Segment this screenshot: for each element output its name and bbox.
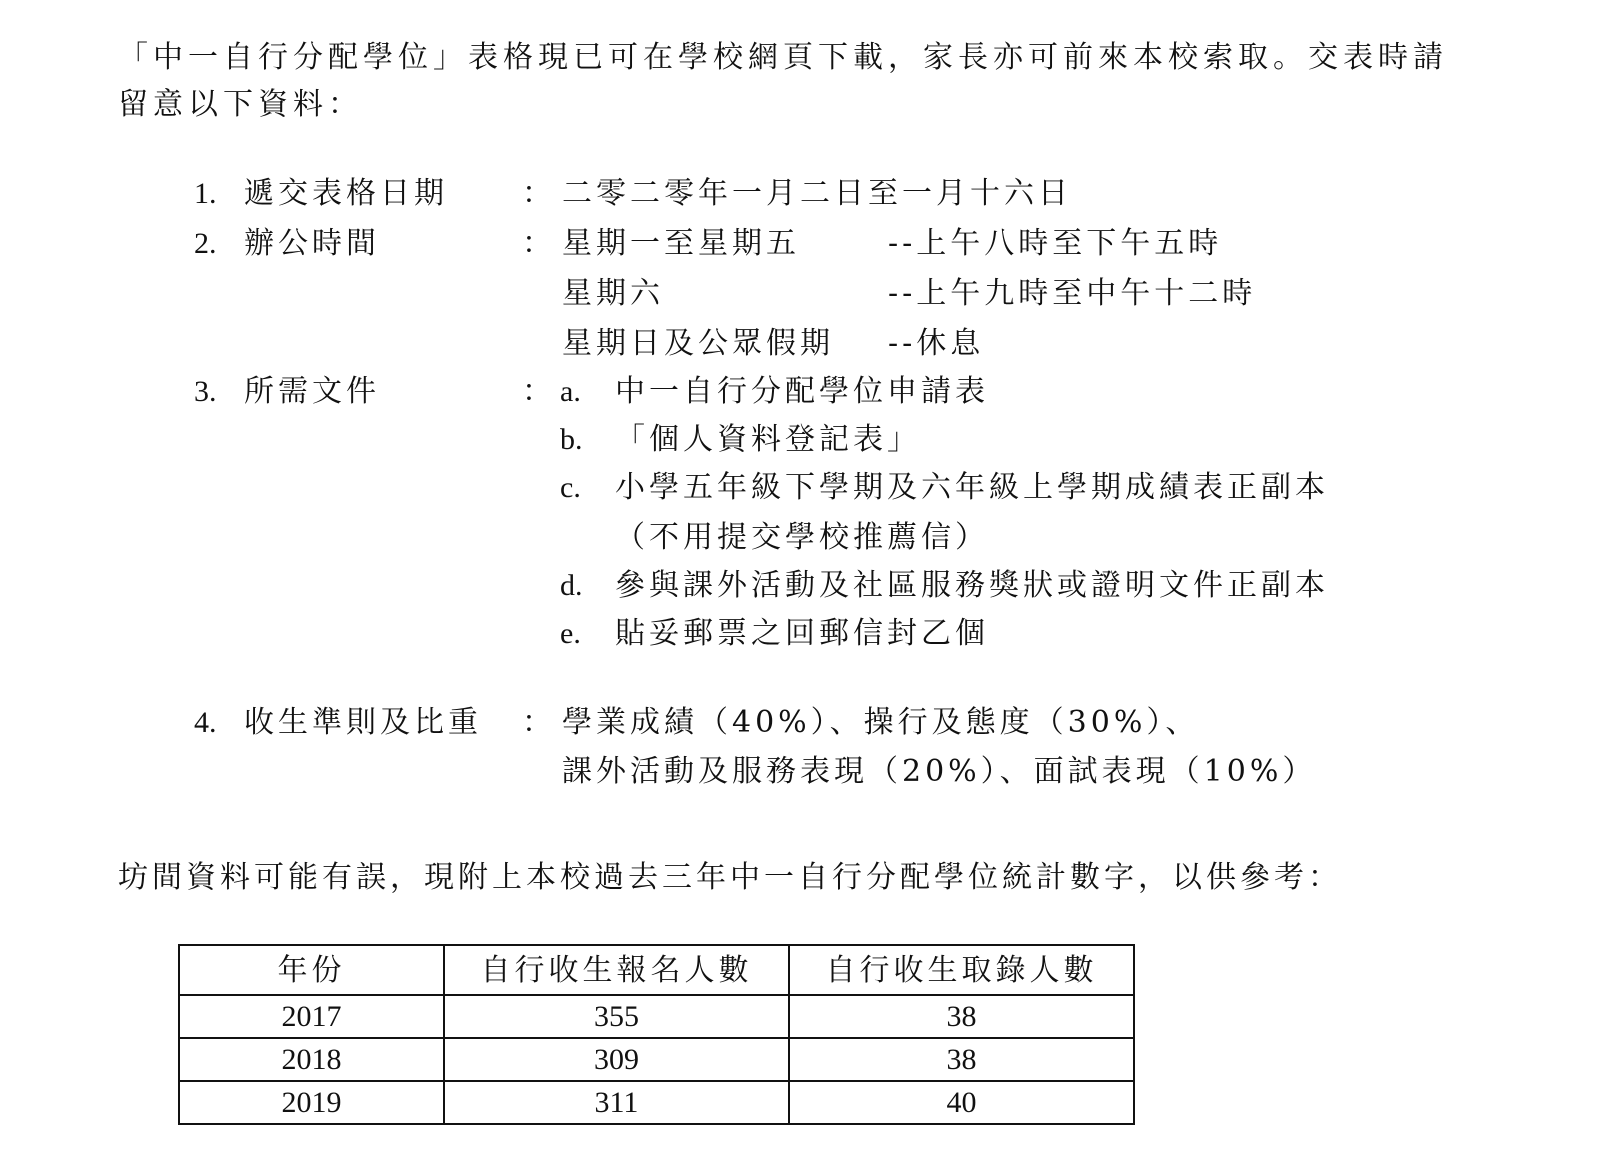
table-cell-applicants: 309	[444, 1038, 789, 1081]
table-cell-year: 2018	[179, 1038, 444, 1081]
criteria-line: 學業成績（40%）、操行及態度（30%）、	[562, 705, 1200, 740]
table-cell-admitted: 38	[789, 995, 1134, 1038]
item-number: 2.	[194, 227, 217, 260]
item-value: 二零二零年一月二日至一月十六日	[562, 176, 1072, 211]
table-row	[179, 995, 1134, 1038]
column-header-year: 年份	[179, 945, 444, 995]
doc-text: 參與課外活動及社區服務獎狀或證明文件正副本	[615, 568, 1329, 603]
office-day: 星期六	[562, 276, 664, 311]
doc-letter: c.	[560, 471, 581, 504]
column-header-admitted: 自行收生取錄人數	[789, 945, 1134, 995]
item-number: 3.	[194, 375, 217, 408]
office-day: 星期日及公眾假期	[562, 326, 834, 361]
doc-letter: e.	[560, 617, 581, 650]
doc-text: （不用提交學校推薦信）	[615, 520, 989, 555]
item-colon: ：	[522, 176, 556, 211]
table-cell-year: 2019	[179, 1081, 444, 1124]
table-cell-admitted: 40	[789, 1081, 1134, 1124]
table-cell-year: 2017	[179, 995, 444, 1038]
item-label: 收生準則及比重	[244, 705, 482, 740]
criteria-line: 課外活動及服務表現（20%）、面試表現（10%）	[562, 754, 1317, 789]
doc-text: 貼妥郵票之回郵信封乙個	[615, 616, 989, 651]
office-time: --上午八時至下午五時	[888, 226, 1223, 261]
table-cell-applicants: 355	[444, 995, 789, 1038]
item-label: 所需文件	[244, 374, 380, 409]
doc-text: 小學五年級下學期及六年級上學期成績表正副本	[615, 470, 1329, 505]
intro-paragraph: 「中一自行分配學位」表格現已可在學校網頁下載，家長亦可前來本校索取。交表時請留意以下資料：	[118, 40, 1448, 122]
item-number: 4.	[194, 706, 217, 739]
column-header-applicants: 自行收生報名人數	[444, 945, 789, 995]
table-cell-applicants: 311	[444, 1081, 789, 1124]
item-label: 辦公時間	[244, 226, 380, 261]
table-header-row	[179, 945, 1134, 995]
item-number: 1.	[194, 177, 217, 210]
table-row	[179, 1081, 1134, 1124]
admission-statistics-table	[178, 944, 1135, 1125]
doc-letter: a.	[560, 375, 581, 408]
item-label: 遞交表格日期	[244, 176, 448, 211]
doc-letter: d.	[560, 569, 583, 602]
item-colon: ：	[522, 226, 556, 261]
doc-text: 中一自行分配學位申請表	[615, 374, 989, 409]
item-colon: ：	[522, 705, 556, 740]
office-time: --休息	[888, 326, 985, 361]
statistics-note: 坊間資料可能有誤，現附上本校過去三年中一自行分配學位統計數字，以供參考：	[118, 860, 1342, 895]
office-day: 星期一至星期五	[562, 226, 800, 261]
doc-text: 「個人資料登記表」	[615, 422, 921, 457]
doc-letter: b.	[560, 423, 583, 456]
item-colon: ：	[522, 374, 556, 409]
office-time: --上午九時至中午十二時	[888, 276, 1257, 311]
table-cell-admitted: 38	[789, 1038, 1134, 1081]
table-row	[179, 1038, 1134, 1081]
